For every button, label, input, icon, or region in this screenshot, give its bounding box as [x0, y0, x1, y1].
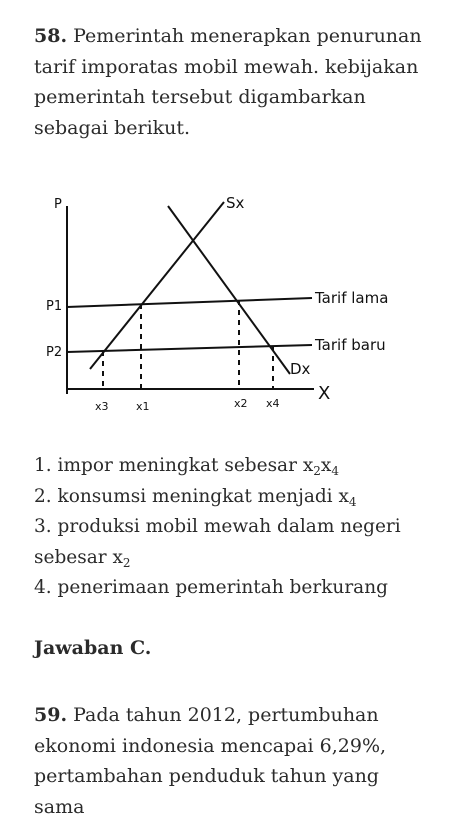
supply-curve: [90, 202, 224, 369]
demand-label: Dx: [290, 360, 311, 378]
x3-label: x3: [95, 400, 109, 413]
new-tariff-label: Tarif baru: [315, 336, 386, 354]
tariff-diagram: [36, 184, 396, 414]
supply-label: Sx: [226, 194, 245, 212]
p-axis-label: P: [54, 197, 62, 212]
old-tariff-line: [67, 298, 312, 307]
question-59-text: Pada tahun 2012, pertumbuhan ekonomi indonesia mencapai 6,29%, pertambahan penduduk tahun yang sama: [34, 704, 387, 818]
x1-label: x1: [136, 400, 150, 413]
old-tariff-label: Tarif lama: [315, 289, 389, 307]
x2-label: x2: [234, 397, 248, 410]
question-59: [34, 700, 434, 822]
p2-label: P2: [46, 345, 63, 360]
question-58-number: 58.: [34, 25, 68, 47]
x4-label: x4: [266, 397, 280, 410]
p1-label: P1: [46, 299, 63, 314]
option-4: 4. penerimaan pemerintah berkurang: [34, 577, 388, 598]
question-58: [34, 21, 434, 143]
question-58-text: Pemerintah menerapkan penurunan tarif imporatas mobil mewah. kebijakan pemerintah tersebut digambarkan sebagai berikut.: [34, 25, 422, 139]
option-1: 1. impor meningkat sebesar $x_2x_4$: [34, 455, 339, 478]
answer-options: [34, 451, 444, 604]
question-59-number: 59.: [34, 704, 68, 726]
option-3: 3. produksi mobil mewah dalam negeri sebesar $x_2$: [34, 516, 401, 570]
x-axis-label: X: [318, 383, 331, 404]
answer-text: Jawaban C.: [34, 637, 152, 659]
option-2: 2. konsumsi meningkat menjadi $x_4$: [34, 485, 357, 509]
